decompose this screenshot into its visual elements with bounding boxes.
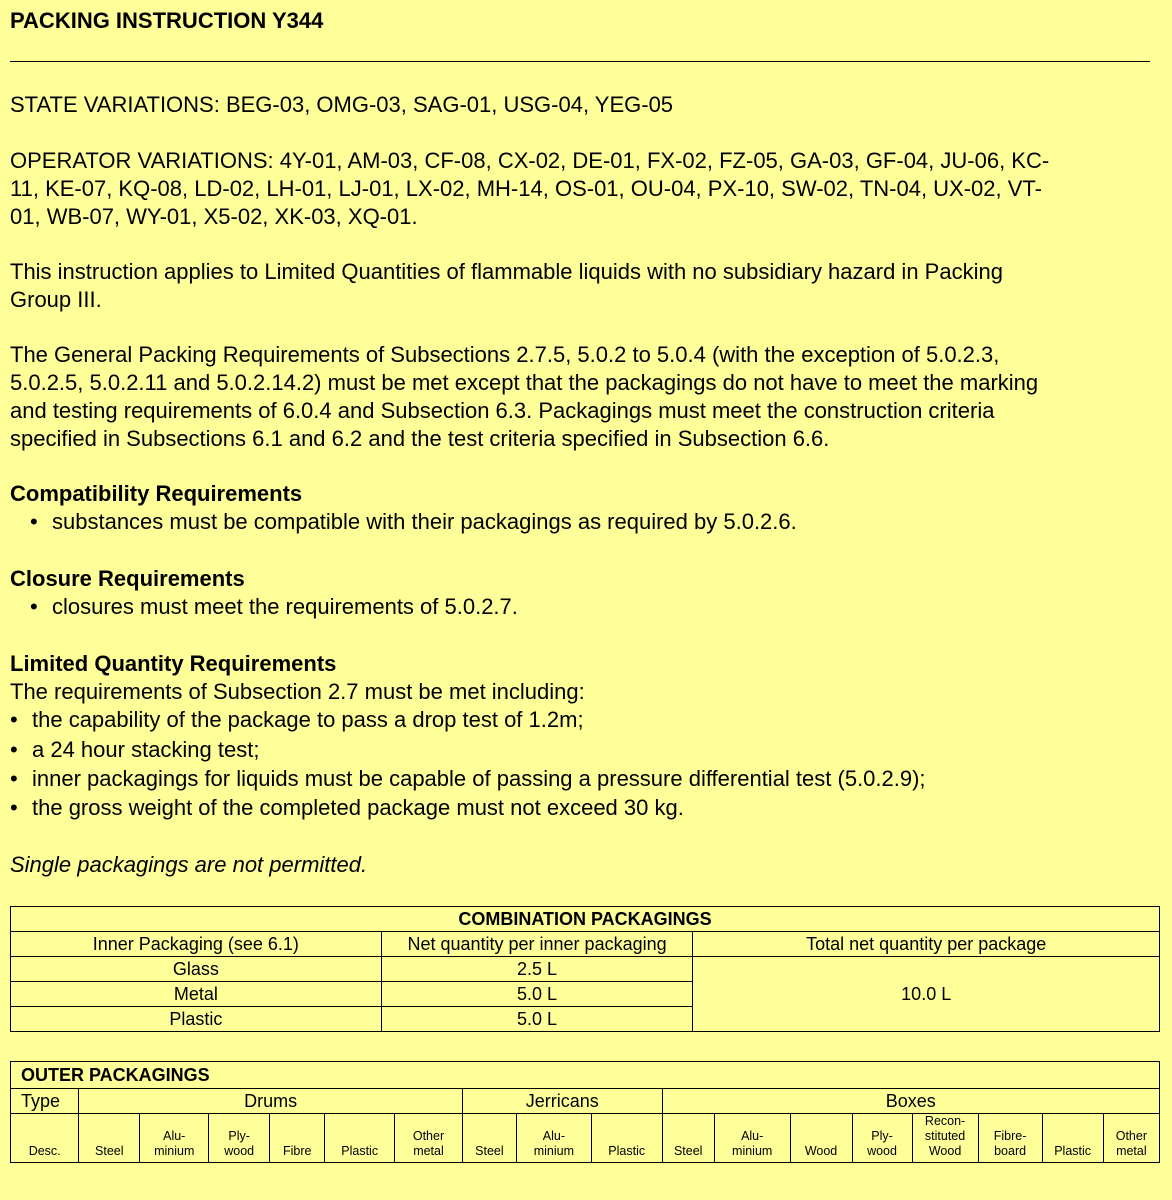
box-reconstituted-wood: [912, 1114, 978, 1163]
subtype-text: Wood: [804, 1144, 838, 1158]
subtype-text: minium: [732, 1144, 773, 1158]
box-fibreboard: [978, 1114, 1042, 1163]
subtype-text: metal: [413, 1144, 444, 1158]
bullet-marker: •: [10, 766, 18, 791]
subtype-text: Other: [1115, 1129, 1147, 1143]
bullet-marker: •: [30, 509, 38, 534]
subtype-text: Alu-: [163, 1129, 186, 1143]
box-plastic: [1042, 1114, 1103, 1163]
inner-qty-cell: 2.5 L: [381, 957, 693, 982]
bullet-marker: •: [30, 594, 38, 619]
box-aluminium: [714, 1114, 790, 1163]
subtype-text: Ply-: [871, 1129, 893, 1143]
jerrican-plastic: [591, 1114, 662, 1163]
subtype-text: Steel: [673, 1144, 703, 1158]
single-packagings-note: Single packagings are not permitted.: [10, 852, 368, 877]
closure-bullet: [30, 593, 518, 621]
compatibility-bullet-text: substances must be compatible with their packagings as required by 5.0.2.6.: [52, 509, 797, 534]
limited-bullet-text: a 24 hour stacking test;: [32, 737, 260, 762]
drum-plywood: [209, 1114, 270, 1163]
box-steel: [662, 1114, 714, 1163]
subtype-text: Plastic: [1054, 1144, 1092, 1158]
inner-qty-cell: 5.0 L: [381, 982, 693, 1007]
limited-bullet: [10, 765, 926, 793]
subtype-text: Other: [412, 1129, 445, 1143]
applies-line-1: This instruction applies to Limited Quantities of flammable liquids with no subsidiary hazard in Packing: [10, 259, 1003, 284]
subtype-text: Steel: [475, 1144, 504, 1158]
type-label: Type: [11, 1089, 79, 1114]
operator-variations: [10, 147, 1160, 231]
subtype-text: metal: [1116, 1144, 1147, 1158]
limited-quantity-intro: The requirements of Subsection 2.7 must be met including:: [10, 679, 585, 704]
header-total-quantity: Total net quantity per package: [693, 932, 1160, 957]
page-title: PACKING INSTRUCTION Y344: [10, 8, 324, 33]
drum-aluminium: [140, 1114, 209, 1163]
outer-packagings-title: OUTER PACKAGINGS: [11, 1062, 1160, 1089]
subtype-text: wood: [867, 1144, 897, 1158]
outer-packagings-table: [10, 1061, 1160, 1163]
box-other-metal: [1103, 1114, 1159, 1163]
subtype-text: Plastic: [608, 1144, 646, 1158]
subtype-text: Fibre: [282, 1144, 312, 1158]
operator-variations-line-2: 11, KE-07, KQ-08, LD-02, LH-01, LJ-01, LX-02, MH-14, OS-01, OU-04, PX-10, SW-02, TN-04, UX-02, VT-: [10, 176, 1042, 201]
jerrican-steel: [462, 1114, 516, 1163]
subtype-text: Ply-: [228, 1129, 250, 1143]
box-wood: [790, 1114, 852, 1163]
subtype-text: minium: [533, 1144, 575, 1158]
limited-bullet: [10, 736, 259, 764]
group-drums: Drums: [79, 1089, 463, 1114]
desc-label: Desc.: [11, 1114, 79, 1163]
limited-bullet: [10, 794, 684, 822]
jerrican-aluminium: [516, 1114, 591, 1163]
general-line-1: The General Packing Requirements of Subsections 2.7.5, 5.0.2 to 5.0.4 (with the exception of 5.0.2.3,: [10, 342, 1000, 367]
group-jerricans: Jerricans: [462, 1089, 662, 1114]
table-header-row: [11, 932, 1160, 957]
operator-variations-line-1: OPERATOR VARIATIONS: 4Y-01, AM-03, CF-08, CX-02, DE-01, FX-02, FZ-05, GA-03, GF-04, JU-06, KC-: [10, 148, 1050, 173]
subtype-text: Wood: [928, 1144, 962, 1158]
limited-bullet-text: inner packagings for liquids must be capable of passing a pressure differential test (5.0.2.9);: [32, 766, 926, 791]
closure-bullet-text: closures must meet the requirements of 5.0.2.7.: [52, 594, 518, 619]
general-line-2: 5.0.2.5, 5.0.2.11 and 5.0.2.14.2) must be met except that the packagings do not have to meet the marking: [10, 370, 1039, 395]
outer-group-row: [11, 1089, 1160, 1114]
bullet-marker: •: [10, 707, 18, 732]
compatibility-heading: Compatibility Requirements: [10, 481, 303, 506]
subtype-text: board: [994, 1144, 1027, 1158]
group-boxes: Boxes: [662, 1089, 1159, 1114]
subtype-text: Recon-: [924, 1114, 966, 1128]
outer-title-row: [11, 1062, 1160, 1089]
general-line-4: specified in Subsections 6.1 and 6.2 and the test criteria specified in Subsection 6.6.: [10, 426, 830, 451]
subtype-text: Steel: [95, 1144, 124, 1158]
table-title-row: [11, 907, 1160, 932]
subtype-text: Plastic: [341, 1144, 379, 1158]
subtype-text: minium: [154, 1144, 195, 1158]
total-quantity-cell: 10.0 L: [693, 957, 1160, 1032]
state-variations: STATE VARIATIONS: BEG-03, OMG-03, SAG-01, USG-04, YEG-05: [10, 92, 674, 117]
table-row: [11, 957, 1160, 982]
applies-line-2: Group III.: [10, 287, 102, 312]
closure-heading: Closure Requirements: [10, 566, 245, 591]
inner-type-cell: Plastic: [11, 1007, 382, 1032]
drum-steel: [79, 1114, 140, 1163]
inner-type-cell: Glass: [11, 957, 382, 982]
limited-bullet: [10, 706, 584, 734]
header-inner-packaging: Inner Packaging (see 6.1): [11, 932, 382, 957]
subtype-text: Fibre-: [993, 1129, 1027, 1143]
combination-title: COMBINATION PACKAGINGS: [11, 907, 1160, 932]
drum-other-metal: [395, 1114, 463, 1163]
title-divider: [10, 61, 1150, 62]
general-line-3: and testing requirements of 6.0.4 and Subsection 6.3. Packagings must meet the construction criteria: [10, 398, 995, 423]
subtype-text: stituted: [924, 1129, 966, 1143]
subtype-text: Alu-: [741, 1129, 764, 1143]
header-net-quantity: Net quantity per inner packaging: [381, 932, 693, 957]
outer-subtype-row: [11, 1114, 1160, 1163]
inner-type-cell: Metal: [11, 982, 382, 1007]
limited-bullet-text: the capability of the package to pass a drop test of 1.2m;: [32, 707, 584, 732]
bullet-marker: •: [10, 737, 18, 762]
drum-fibre: [270, 1114, 325, 1163]
general-requirements-paragraph: [10, 341, 1160, 453]
inner-qty-cell: 5.0 L: [381, 1007, 693, 1032]
subtype-text: Alu-: [542, 1129, 565, 1143]
bullet-marker: •: [10, 795, 18, 820]
compatibility-bullet: [30, 508, 797, 536]
box-plywood: [852, 1114, 912, 1163]
limited-quantity-heading: Limited Quantity Requirements: [10, 651, 337, 676]
operator-variations-line-3: 01, WB-07, WY-01, X5-02, XK-03, XQ-01.: [10, 204, 418, 229]
subtype-text: wood: [224, 1144, 255, 1158]
combination-packagings-table: [10, 906, 1160, 1032]
limited-bullet-text: the gross weight of the completed package must not exceed 30 kg.: [32, 795, 684, 820]
applies-paragraph: [10, 258, 1160, 314]
drum-plastic: [325, 1114, 395, 1163]
